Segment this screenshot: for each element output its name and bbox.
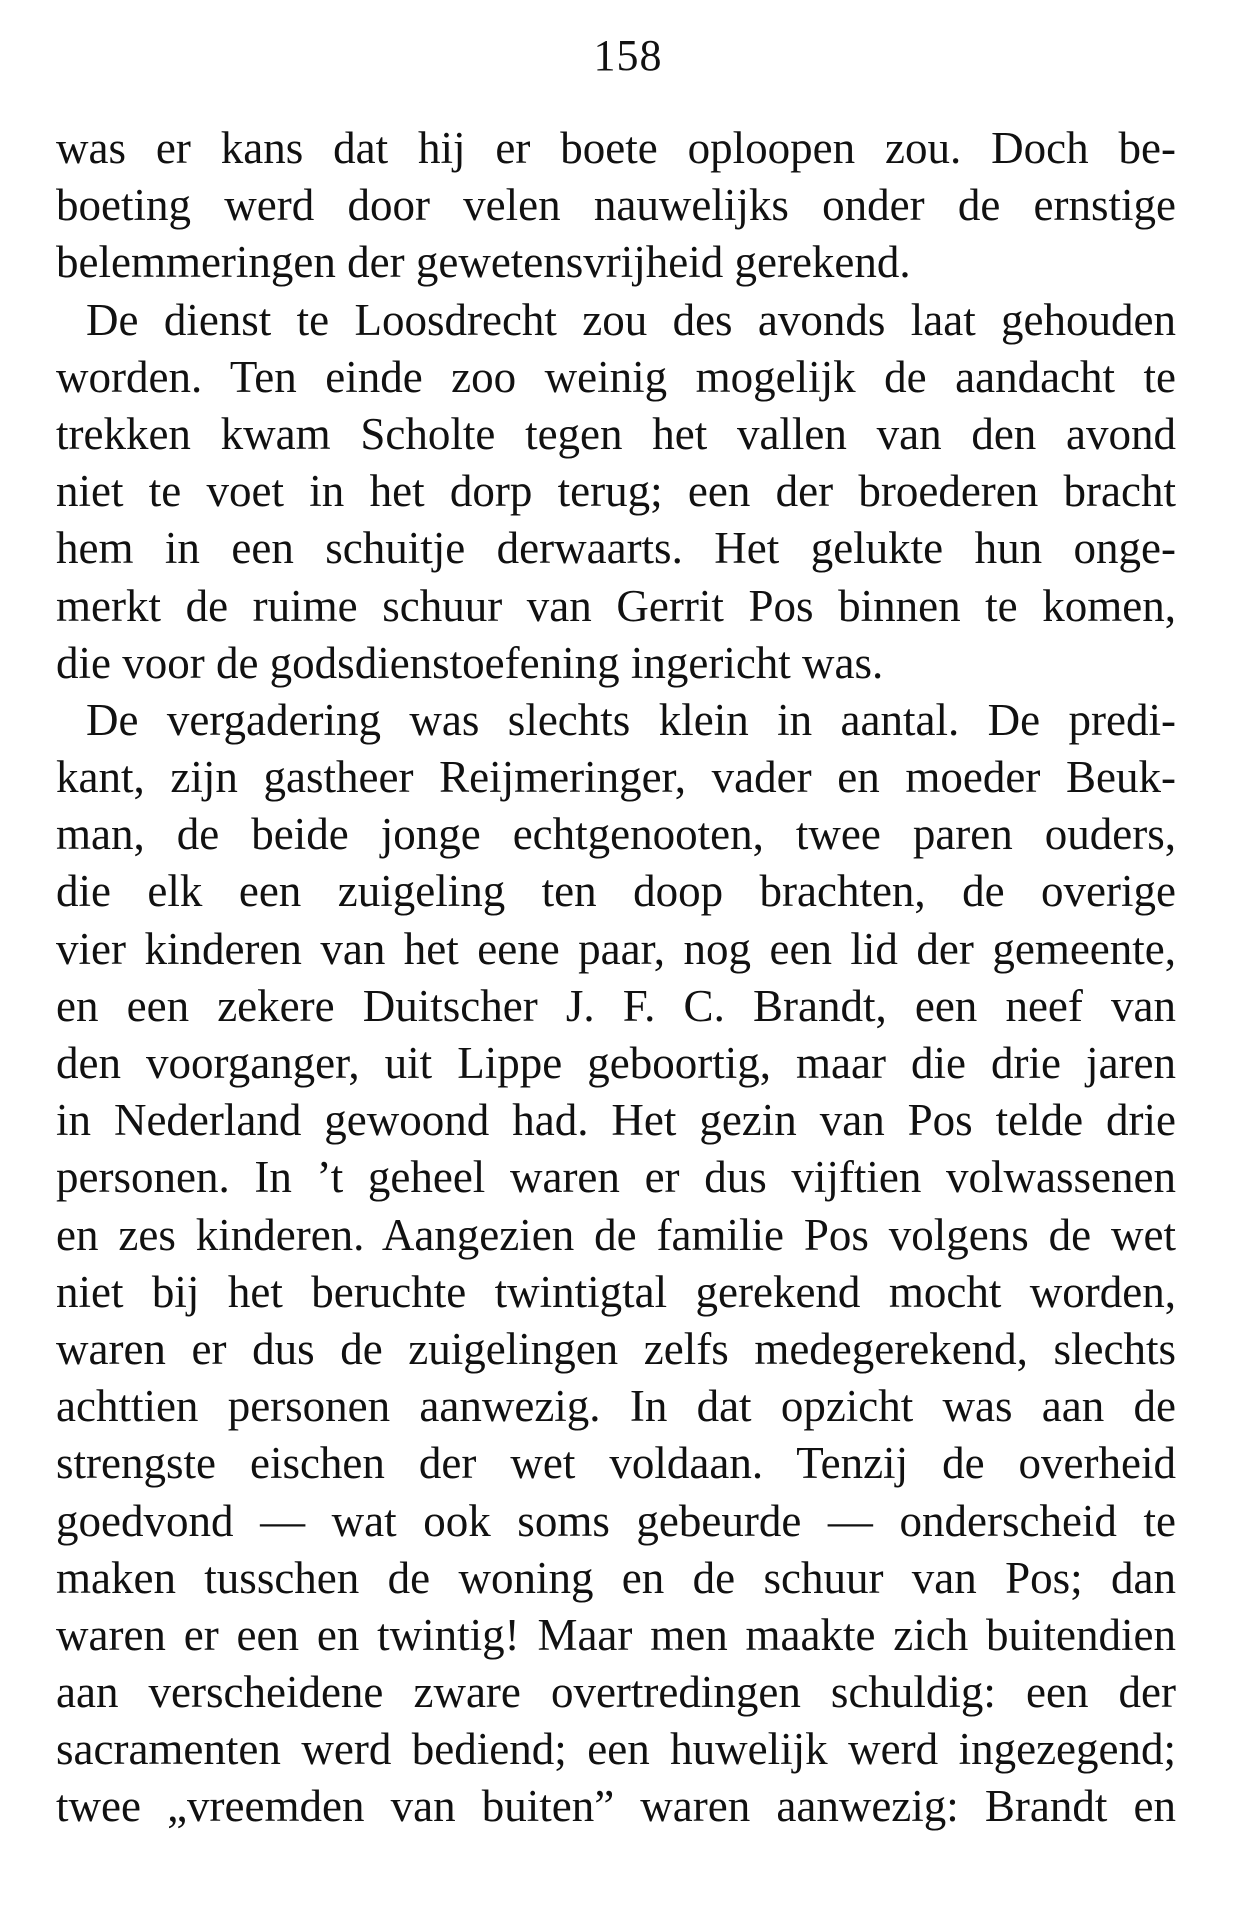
text-line: merkt de ruime schuur van Gerrit Pos binnen te komen,	[56, 580, 1176, 631]
text-line: hem in een schuitje derwaarts. Het gelukte hun onge-	[56, 523, 1176, 574]
text-line: De dienst te Loosdrecht zou des avonds laat gehouden	[86, 294, 1176, 345]
text-line: die voor de godsdienstoefening ingericht was.	[56, 637, 884, 688]
body-text	[56, 120, 1176, 1836]
text-line: belemmeringen der gewetensvrijheid gerekend.	[56, 237, 911, 288]
text-line: niet te voet in het dorp terug; een der broederen bracht	[56, 466, 1176, 517]
text-line: waren er dus de zuigelingen zelfs medegerekend, slechts	[56, 1323, 1176, 1374]
text-line: boeting werd door velen nauwelijks onder de ernstige	[56, 180, 1176, 231]
text-line: achttien personen aanwezig. In dat opzicht was aan de	[56, 1381, 1176, 1432]
text-line: worden. Ten einde zoo weinig mogelijk de aandacht te	[56, 351, 1176, 402]
text-line: aan verscheidene zware overtredingen schuldig: een der	[56, 1667, 1176, 1718]
text-line: in Nederland gewoond had. Het gezin van Pos telde drie	[56, 1095, 1176, 1146]
text-line: De vergadering was slechts klein in aantal. De predi-	[86, 694, 1176, 745]
text-line: waren er een en twintig! Maar men maakte zich buitendien	[56, 1609, 1176, 1660]
text-line: trekken kwam Scholte tegen het vallen van den avond	[56, 408, 1176, 459]
text-line: niet bij het beruchte twintigtal gerekend mocht worden,	[56, 1266, 1176, 1317]
text-line: twee „vreemden van buiten” waren aanwezig: Brandt en	[56, 1781, 1176, 1832]
text-line: maken tusschen de woning en de schuur van Pos; dan	[56, 1552, 1176, 1603]
text-line: goedvond — wat ook soms gebeurde — onderscheid te	[56, 1495, 1176, 1546]
text-line: strengste eischen der wet voldaan. Tenzij de overheid	[56, 1438, 1176, 1489]
text-line: sacramenten werd bediend; een huwelijk werd ingezegend;	[56, 1724, 1176, 1775]
text-line: en zes kinderen. Aangezien de familie Pos volgens de wet	[56, 1209, 1176, 1260]
text-line: den voorganger, uit Lippe geboortig, maar die drie jaren	[56, 1038, 1176, 1088]
text-line: was er kans dat hij er boete oploopen zou. Doch be-	[56, 123, 1176, 173]
text-line: man, de beide jonge echtgenooten, twee paren ouders,	[56, 809, 1176, 860]
text-line: personen. In ’t geheel waren er dus vijftien volwassenen	[56, 1152, 1176, 1203]
text-line: kant, zijn gastheer Reijmeringer, vader en moeder Beuk-	[56, 752, 1176, 803]
text-line: vier kinderen van het eene paar, nog een lid der gemeente,	[56, 923, 1176, 974]
page-number: 158	[593, 31, 663, 80]
text-line: en een zekere Duitscher J. F. C. Brandt, een neef van	[56, 980, 1176, 1031]
text-line: die elk een zuigeling ten doop brachten, de overige	[56, 866, 1176, 917]
